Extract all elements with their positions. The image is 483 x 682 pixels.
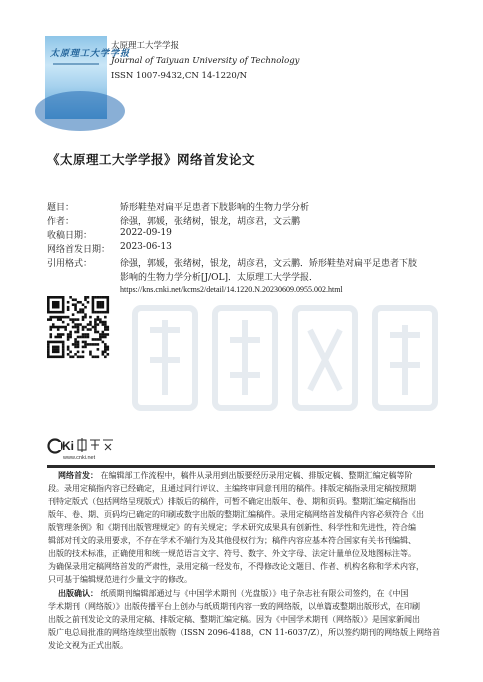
qr-code xyxy=(47,296,109,358)
citation-line-2: 影响的生物力学分析[J/OL]．太原理工大学学报． xyxy=(120,273,319,283)
meta-value-authors: 徐强，郭媛，张绪树，银龙，胡彦君，文云鹏 xyxy=(120,217,301,227)
meta-label-authors: 作者： xyxy=(47,217,75,227)
divider xyxy=(47,465,435,468)
meta-label-online-date: 网络首发日期： xyxy=(47,245,111,255)
publish-line-0: 出版确认： 纸质期刊编辑部通过与《中国学术期刊（光盘版）》电子杂志社有限公司签约，在《中国 xyxy=(58,588,409,598)
meta-value-title: 矫形鞋垫对扁平足患者下肢影响的生物力学分析 xyxy=(120,203,310,213)
citation-url[interactable]: https://kns.cnki.net/kcms2/detail/14.1220.N.20230609.0955.002.html xyxy=(120,285,343,294)
journal-name-en: Journal of Taiyuan University of Technology xyxy=(111,56,300,66)
notice-line-5: 辑部对刊文的录用要求，不存在学术不端行为及其他侵权行为；稿件内容应基本符合国家有关书刊编辑、 xyxy=(48,536,416,545)
meta-value-online-date: 2023-06-13 xyxy=(120,242,172,252)
notice-lead: 网络首发： xyxy=(58,470,98,480)
meta-value-citation: 徐强，郭媛，张绪树，银龙，胡彦君，文云鹏．矫形鞋垫对扁平足患者下肢 xyxy=(120,259,418,269)
publish-line-2: 出版之前刊发论文的录用定稿、排版定稿、整期汇编定稿。因为《中国学术期刊（网络版）》是国家新闻出 xyxy=(48,615,420,624)
notice-line-0: 网络首发： 在编辑部工作流程中，稿件从录用到出版要经历录用定稿、排版定稿、整期汇编定稿等阶 xyxy=(58,470,413,480)
meta-value-received: 2022-09-19 xyxy=(120,228,172,238)
meta-label-citation: 引用格式： xyxy=(47,259,93,269)
publish-line-1: 学术期刊（网络版）》出版传播平台上创办与纸质期刊内容一致的网络版，以单篇或整期出版形式，在印刷 xyxy=(48,602,420,611)
notice-line-8: 只可基于编辑规范进行少量文字的修改。 xyxy=(48,575,192,584)
publish-lead: 出版确认： xyxy=(58,588,98,598)
notice-line-6: 出版的技术标准，正确使用和统一规范语言文字、符号、数字、外文字母、法定计量单位及地图标注等。 xyxy=(48,549,416,558)
notice-line-7: 为确保录用定稿网络首发的严肃性，录用定稿一经发布，不得修改论文题目、作者、机构名称和学术内容， xyxy=(48,562,424,571)
document-title: 《太原理工大学学报》网络首发论文 xyxy=(47,152,256,167)
publish-line-4: 发论文视为正式出版。 xyxy=(48,641,128,650)
notice-line-4: 版管理条例》和《期刊出版管理规定》的有关规定；学术研究成果具有创新性、科学性和先进性，符合编 xyxy=(48,523,416,532)
journal-issn: ISSN 1007-9432,CN 14-1220/N xyxy=(111,71,248,81)
notice-line-1: 段。录用定稿指内容已经确定，且通过同行评议、主编终审同意刊用的稿件。排版定稿指录用定稿按照期 xyxy=(48,484,416,493)
meta-label-received: 收稿日期： xyxy=(47,231,93,241)
journal-cover-image xyxy=(45,36,131,119)
notice-line-2: 刊特定版式（包括网络呈现版式）排版后的稿件，可暂不确定出版年、卷、期和页码。整期汇编定稿指出 xyxy=(48,497,416,506)
cnki-url: www.cnki.net xyxy=(63,455,96,461)
watermark xyxy=(125,300,455,420)
cover-title: 太原理工大学学报 xyxy=(50,49,131,59)
notice-line-3: 版年、卷、期、页码均已确定的印刷或数字出版的整期汇编稿件。录用定稿网络首发稿件内容必须符合《出 xyxy=(48,510,424,519)
publish-line-3: 版广电总局批准的网络连续型出版物（ISSN 2096-4188，CN 11-6037/Z），所以签约期刊的网络版上网络首 xyxy=(48,628,441,637)
cnki-logo xyxy=(47,436,119,462)
svg-text:Ki: Ki xyxy=(62,439,74,453)
journal-name-cn: 太原理工大学学报 xyxy=(111,41,180,51)
meta-label-title: 题目： xyxy=(47,203,75,213)
